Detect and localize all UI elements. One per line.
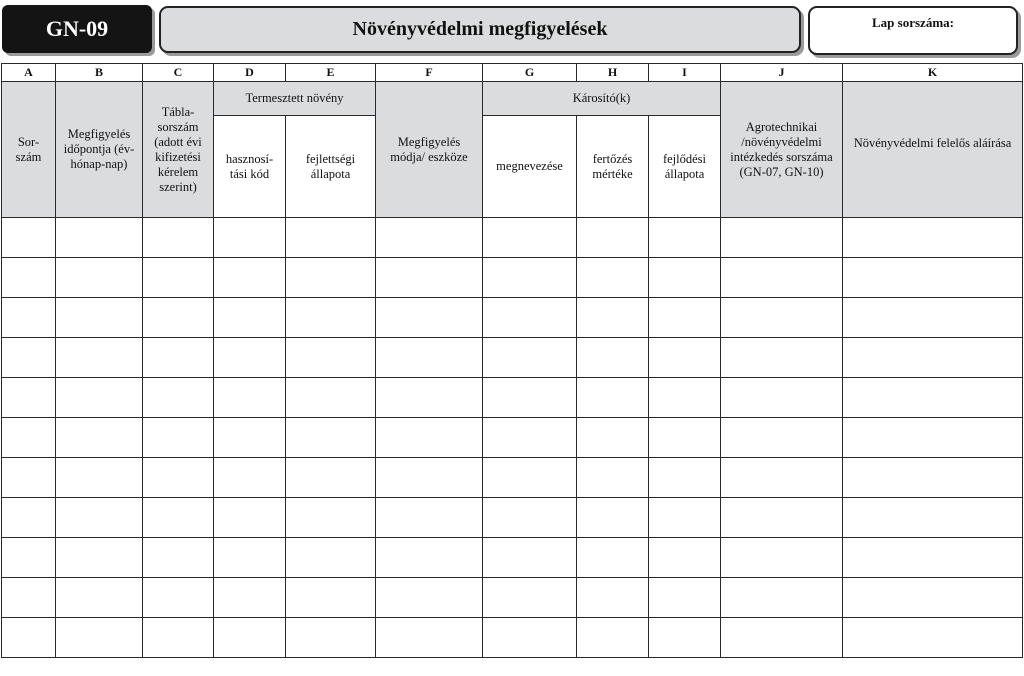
entry-cell[interactable]: [843, 378, 1023, 418]
header-fejlettsegi-allapota: fejlettségi állapota: [286, 116, 376, 218]
entry-cell[interactable]: [214, 578, 286, 618]
entry-cell[interactable]: [649, 378, 721, 418]
entry-cell[interactable]: [483, 618, 577, 658]
header-intezkedes-sorszama: Agrotechnikai /növényvédelmi intézkedés sorszáma (GN-07, GN-10): [721, 82, 843, 218]
entry-cell[interactable]: [143, 578, 214, 618]
entry-cell[interactable]: [214, 218, 286, 258]
column-letter: I: [649, 64, 721, 82]
entry-cell[interactable]: [649, 618, 721, 658]
entry-cell[interactable]: [214, 298, 286, 338]
entry-cell[interactable]: [721, 578, 843, 618]
header-felelos-alairasa: Növényvédelmi felelős aláírása: [843, 82, 1023, 218]
entry-cell[interactable]: [143, 418, 214, 458]
header-fertozes-merteke: fertőzés mértéke: [577, 116, 649, 218]
table-row: [2, 418, 1023, 458]
entry-cell[interactable]: [721, 458, 843, 498]
entry-cell[interactable]: [649, 578, 721, 618]
entry-cell[interactable]: [214, 338, 286, 378]
entry-cell[interactable]: [286, 258, 376, 298]
entry-cell[interactable]: [56, 338, 143, 378]
entry-cell[interactable]: [577, 498, 649, 538]
header-fejlodesi-allapota: fejlődési állapota: [649, 116, 721, 218]
entry-cell[interactable]: [483, 498, 577, 538]
table-row: [2, 378, 1023, 418]
header-karosito: Károsító(k): [483, 82, 721, 116]
table-row: [2, 218, 1023, 258]
header-megfigyeles-modja: Megfigyelés módja/ eszköze: [376, 82, 483, 218]
column-letter: G: [483, 64, 577, 82]
entry-cell[interactable]: [843, 578, 1023, 618]
entry-cell[interactable]: [2, 378, 56, 418]
entry-cell[interactable]: [483, 458, 577, 498]
entry-cell[interactable]: [376, 458, 483, 498]
entry-cell[interactable]: [376, 298, 483, 338]
entry-cell[interactable]: [2, 538, 56, 578]
entry-cell[interactable]: [721, 258, 843, 298]
entry-cell[interactable]: [286, 218, 376, 258]
entry-cell[interactable]: [483, 578, 577, 618]
column-letter: B: [56, 64, 143, 82]
entry-cell[interactable]: [376, 618, 483, 658]
entry-cell[interactable]: [843, 258, 1023, 298]
entry-cell[interactable]: [2, 498, 56, 538]
entry-cell[interactable]: [376, 578, 483, 618]
entry-cell[interactable]: [214, 258, 286, 298]
entry-cell[interactable]: [721, 218, 843, 258]
entry-cell[interactable]: [56, 538, 143, 578]
column-letter: F: [376, 64, 483, 82]
entry-cell[interactable]: [286, 298, 376, 338]
entry-cell[interactable]: [843, 338, 1023, 378]
entry-cell[interactable]: [143, 458, 214, 498]
entry-cell[interactable]: [483, 298, 577, 338]
entry-cell[interactable]: [577, 458, 649, 498]
entry-cell[interactable]: [483, 418, 577, 458]
table-row: [2, 618, 1023, 658]
entry-cell[interactable]: [577, 298, 649, 338]
entry-cell[interactable]: [2, 338, 56, 378]
entry-cell[interactable]: [2, 298, 56, 338]
sheet-number-label: Lap sorszáma:: [872, 15, 954, 30]
entry-cell[interactable]: [2, 418, 56, 458]
entry-cell[interactable]: [143, 218, 214, 258]
entry-cell[interactable]: [143, 618, 214, 658]
entry-cell[interactable]: [56, 298, 143, 338]
column-letter: D: [214, 64, 286, 82]
entry-cell[interactable]: [721, 378, 843, 418]
entry-cell[interactable]: [376, 498, 483, 538]
entry-cell[interactable]: [143, 378, 214, 418]
entry-cell[interactable]: [286, 458, 376, 498]
column-letter: C: [143, 64, 214, 82]
entry-cell[interactable]: [721, 538, 843, 578]
entry-cell[interactable]: [56, 498, 143, 538]
entry-cell[interactable]: [143, 338, 214, 378]
entry-cell[interactable]: [2, 578, 56, 618]
entry-cell[interactable]: [214, 538, 286, 578]
entry-cell[interactable]: [2, 618, 56, 658]
entry-cell[interactable]: [577, 258, 649, 298]
entry-cell[interactable]: [286, 578, 376, 618]
form-code-badge: GN-09: [2, 5, 152, 53]
column-letter: J: [721, 64, 843, 82]
entry-cell[interactable]: [376, 258, 483, 298]
entry-cell[interactable]: [649, 298, 721, 338]
entry-cell[interactable]: [721, 618, 843, 658]
entry-cell[interactable]: [286, 618, 376, 658]
entry-cell[interactable]: [376, 378, 483, 418]
entry-cell[interactable]: [577, 578, 649, 618]
entry-cell[interactable]: [376, 538, 483, 578]
entry-cell[interactable]: [483, 538, 577, 578]
entry-cell[interactable]: [286, 418, 376, 458]
entry-cell[interactable]: [286, 378, 376, 418]
entry-cell[interactable]: [843, 618, 1023, 658]
entry-cell[interactable]: [143, 538, 214, 578]
column-letter-row: [2, 64, 1023, 82]
entry-cell[interactable]: [843, 458, 1023, 498]
header-megfigyeles-idopontja: Megfigyelés időpontja (év-hónap-nap): [56, 82, 143, 218]
observation-table: [1, 63, 1023, 658]
entry-cell[interactable]: [143, 498, 214, 538]
form-title: Növényvédelmi megfigyelések: [159, 6, 801, 53]
entry-cell[interactable]: [56, 618, 143, 658]
entry-cell[interactable]: [721, 298, 843, 338]
entry-cell[interactable]: [843, 298, 1023, 338]
table-row: [2, 258, 1023, 298]
table-row: [2, 338, 1023, 378]
entry-cell[interactable]: [483, 378, 577, 418]
sheet-number-field[interactable]: [808, 6, 1018, 55]
entry-cell[interactable]: [143, 298, 214, 338]
entry-cell[interactable]: [376, 418, 483, 458]
entry-cell[interactable]: [56, 258, 143, 298]
header-sorszam: Sor- szám: [2, 82, 56, 218]
entry-cell[interactable]: [56, 378, 143, 418]
entry-cell[interactable]: [843, 498, 1023, 538]
column-letter: H: [577, 64, 649, 82]
table-row: [2, 458, 1023, 498]
entry-cell[interactable]: [649, 258, 721, 298]
header-tablasorszam: Tábla- sorszám (adott évi kifizetési kérelem szerint): [143, 82, 214, 218]
entry-cell[interactable]: [577, 418, 649, 458]
entry-cell[interactable]: [143, 258, 214, 298]
entry-cell[interactable]: [286, 538, 376, 578]
entry-cell[interactable]: [577, 338, 649, 378]
entry-cell[interactable]: [721, 338, 843, 378]
entry-cell[interactable]: [483, 218, 577, 258]
table-row: [2, 298, 1023, 338]
table-row: [2, 578, 1023, 618]
header-row-1: [2, 82, 1023, 116]
entry-cell[interactable]: [56, 418, 143, 458]
entry-cell[interactable]: [56, 578, 143, 618]
header-megnevezese: megnevezése: [483, 116, 577, 218]
column-letter: A: [2, 64, 56, 82]
entry-cell[interactable]: [214, 498, 286, 538]
entry-cell[interactable]: [721, 498, 843, 538]
entry-cell[interactable]: [483, 338, 577, 378]
entry-cell[interactable]: [286, 338, 376, 378]
entry-cell[interactable]: [577, 538, 649, 578]
entry-cell[interactable]: [2, 258, 56, 298]
entry-cell[interactable]: [843, 418, 1023, 458]
entry-cell[interactable]: [721, 418, 843, 458]
entry-cell[interactable]: [2, 218, 56, 258]
entry-cell[interactable]: [376, 338, 483, 378]
entry-cell[interactable]: [649, 338, 721, 378]
entry-cell[interactable]: [577, 218, 649, 258]
entry-cell[interactable]: [214, 458, 286, 498]
entry-cell[interactable]: [843, 218, 1023, 258]
entry-cell[interactable]: [843, 538, 1023, 578]
entry-cell[interactable]: [577, 378, 649, 418]
header-termesztett-noveny: Termesztett növény: [214, 82, 376, 116]
header-hasznositasi-kod: hasznosí- tási kód: [214, 116, 286, 218]
entry-cell[interactable]: [214, 378, 286, 418]
column-letter: E: [286, 64, 376, 82]
entry-cell[interactable]: [214, 618, 286, 658]
entry-cell[interactable]: [56, 218, 143, 258]
entry-cell[interactable]: [649, 538, 721, 578]
column-letter: K: [843, 64, 1023, 82]
entry-cell[interactable]: [649, 498, 721, 538]
entry-cell[interactable]: [649, 218, 721, 258]
entry-cell[interactable]: [649, 418, 721, 458]
entry-cell[interactable]: [56, 458, 143, 498]
entry-cell[interactable]: [214, 418, 286, 458]
table-row: [2, 498, 1023, 538]
entry-cell[interactable]: [577, 618, 649, 658]
entry-cell[interactable]: [376, 218, 483, 258]
table-row: [2, 538, 1023, 578]
table-body: [2, 218, 1023, 658]
entry-cell[interactable]: [2, 458, 56, 498]
entry-cell[interactable]: [483, 258, 577, 298]
entry-cell[interactable]: [286, 498, 376, 538]
entry-cell[interactable]: [649, 458, 721, 498]
